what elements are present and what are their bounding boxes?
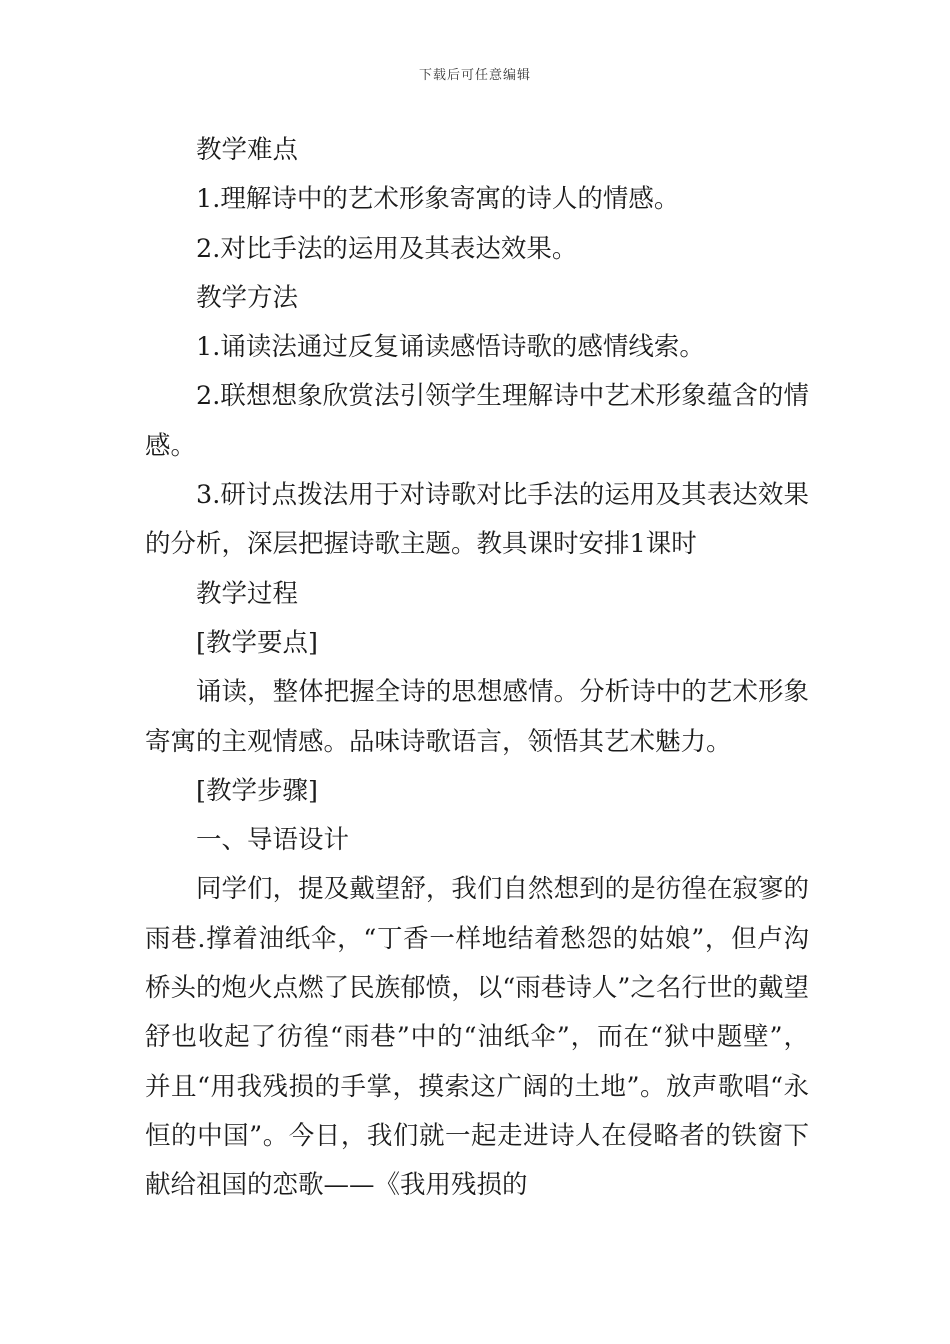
key-points-paragraph: 诵读，整体把握全诗的思想感情。分析诗中的艺术形象寄寓的主观情感。品味诗歌语言，领悟其艺术魅力。 [145, 677, 809, 757]
introduction-paragraph: 同学们，提及戴望舒，我们自然想到的是彷徨在寂寥的雨巷.撑着油纸伞，“丁香一样地结着愁怨的姑娘”，但卢沟桥头的炮火点燃了民族郁愤，以“雨巷诗人”之名行世的戴望舒也收起了彷徨“雨巷”中的“油纸伞”，而在“狱中题壁”，并且“用我残损的手掌，摸索这广阔的土地”。放声歌唱“永恒的中国”。今日，我们就一起走进诗人在侵略者的铁窗下献给祖国的恋歌——《我用残损的 [145, 874, 809, 1201]
difficulty-item-1: 1.理解诗中的艺术形象寄寓的诗人的情感。 [196, 184, 680, 215]
page-header: 下载后可任意编辑 [418, 68, 531, 83]
difficulty-item-2: 2.对比手法的运用及其表达效果。 [196, 233, 578, 264]
subheading-teaching-steps: [教学步骤] [196, 775, 318, 806]
heading-teaching-methods: 教学方法 [196, 282, 299, 313]
heading-teaching-difficulties: 教学难点 [196, 135, 299, 165]
step-heading-introduction: 一、导语设计 [196, 825, 350, 856]
heading-teaching-process: 教学过程 [196, 578, 299, 609]
method-item-3: 3.研讨点拨法用于对诗歌对比手法的运用及其表达效果的分析，深层把握诗歌主题。教具课时安排1课时 [145, 480, 809, 560]
method-item-1: 1.诵读法通过反复诵读感悟诗歌的感情线索。 [196, 332, 705, 363]
subheading-key-points: [教学要点] [196, 627, 318, 658]
document-body [145, 126, 809, 1211]
method-item-2: 2.联想想象欣赏法引领学生理解诗中艺术形象蕴含的情感。 [145, 381, 809, 461]
